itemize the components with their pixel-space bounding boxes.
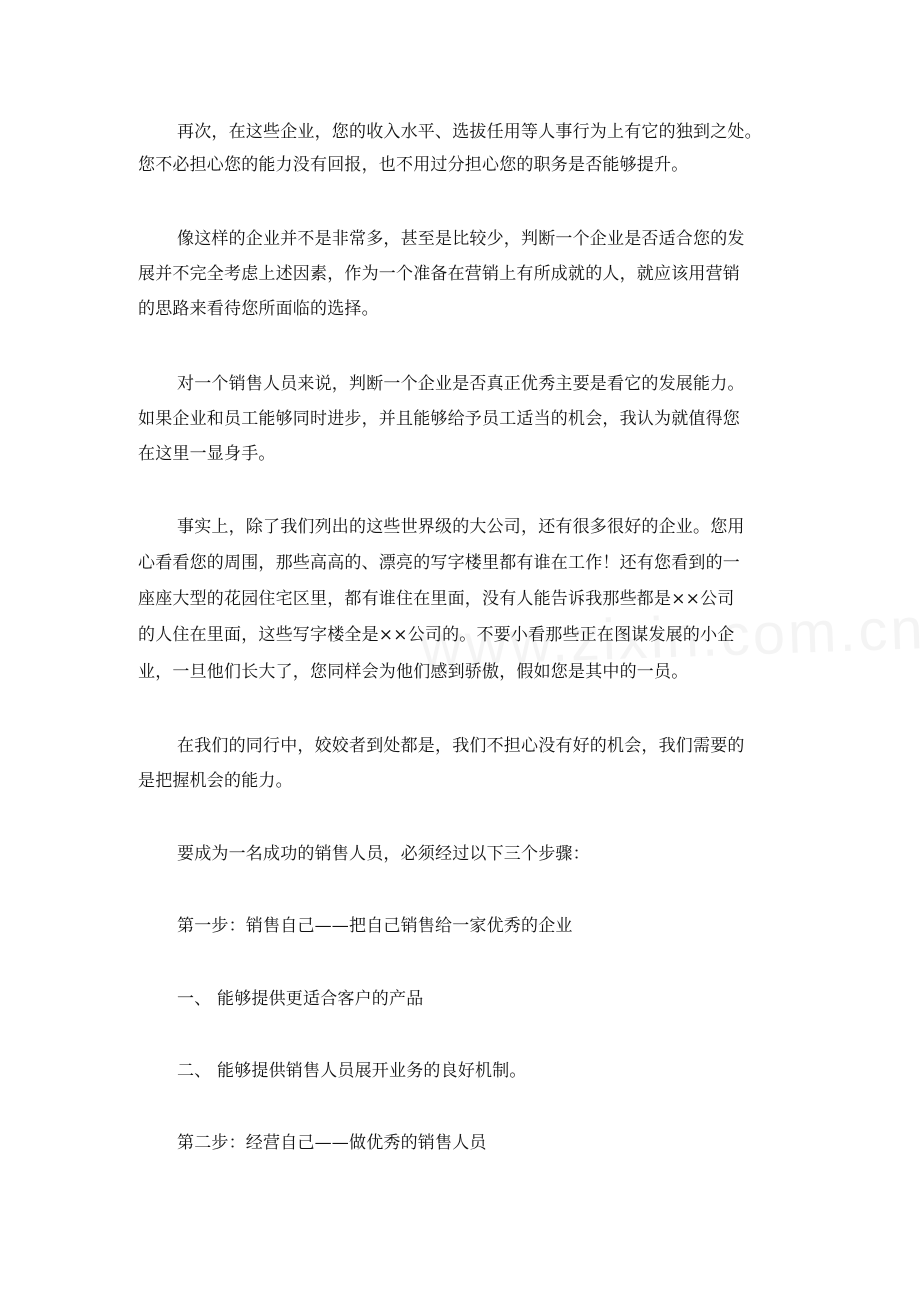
paragraph-3-line-2: 如果企业和员工能够同时进步，并且能够给予员工适当的机会，我认为就值得您 [138, 409, 740, 429]
paragraph-5-line-2: 是把握机会的能力。 [138, 771, 293, 791]
paragraph-4-line-3: 座座大型的花园住宅区里，都有谁住在里面，没有人能告诉我那些都是××公司 [138, 589, 735, 609]
paragraph-2-line-3: 的思路来看待您所面临的选择。 [138, 299, 379, 319]
paragraph-4-line-5: 业，一旦他们长大了，您同样会为他们感到骄傲，假如您是其中的一员。 [138, 662, 689, 682]
paragraph-6-line-1: 要成为一名成功的销售人员，必须经过以下三个步骤： [177, 844, 590, 864]
paragraph-3-line-1: 对一个销售人员来说，判断一个企业是否真正优秀主要是看它的发展能力。 [177, 374, 745, 394]
paragraph-4-line-4: 的人住在里面，这些写字楼全是××公司的。不要小看那些正在图谋发展的小企 [138, 625, 735, 645]
step-2-heading: 第二步：经营自己——做优秀的销售人员 [177, 1133, 487, 1153]
paragraph-2-line-1: 像这样的企业并不是非常多，甚至是比较少，判断一个企业是否适合您的发 [177, 229, 745, 249]
paragraph-1-line-2: 您不必担心您的能力没有回报，也不用过分担心您的职务是否能够提升。 [138, 155, 689, 175]
list-item-2: 二、 能够提供销售人员展开业务的良好机制。 [177, 1061, 527, 1081]
paragraph-4-line-2: 心看看您的周围，那些高高的、漂亮的写字楼里都有谁在工作！还有您看到的一 [138, 553, 740, 573]
list-item-1: 一、 能够提供更适合客户的产品 [177, 989, 424, 1009]
step-1-heading: 第一步：销售自己——把自己销售给一家优秀的企业 [177, 916, 573, 936]
paragraph-3-line-3: 在这里一显身手。 [138, 444, 276, 464]
paragraph-4-line-1: 事实上，除了我们列出的这些世界级的大公司，还有很多很好的企业。您用 [177, 517, 745, 537]
paragraph-5-line-1: 在我们的同行中，姣姣者到处都是，我们不担心没有好的机会，我们需要的 [177, 736, 745, 756]
paragraph-2-line-2: 展并不完全考虑上述因素，作为一个准备在营销上有所成就的人，就应该用营销 [138, 264, 740, 284]
paragraph-1-line-1: 再次，在这些企业，您的收入水平、选拔任用等人事行为上有它的独到之处。 [177, 122, 762, 142]
